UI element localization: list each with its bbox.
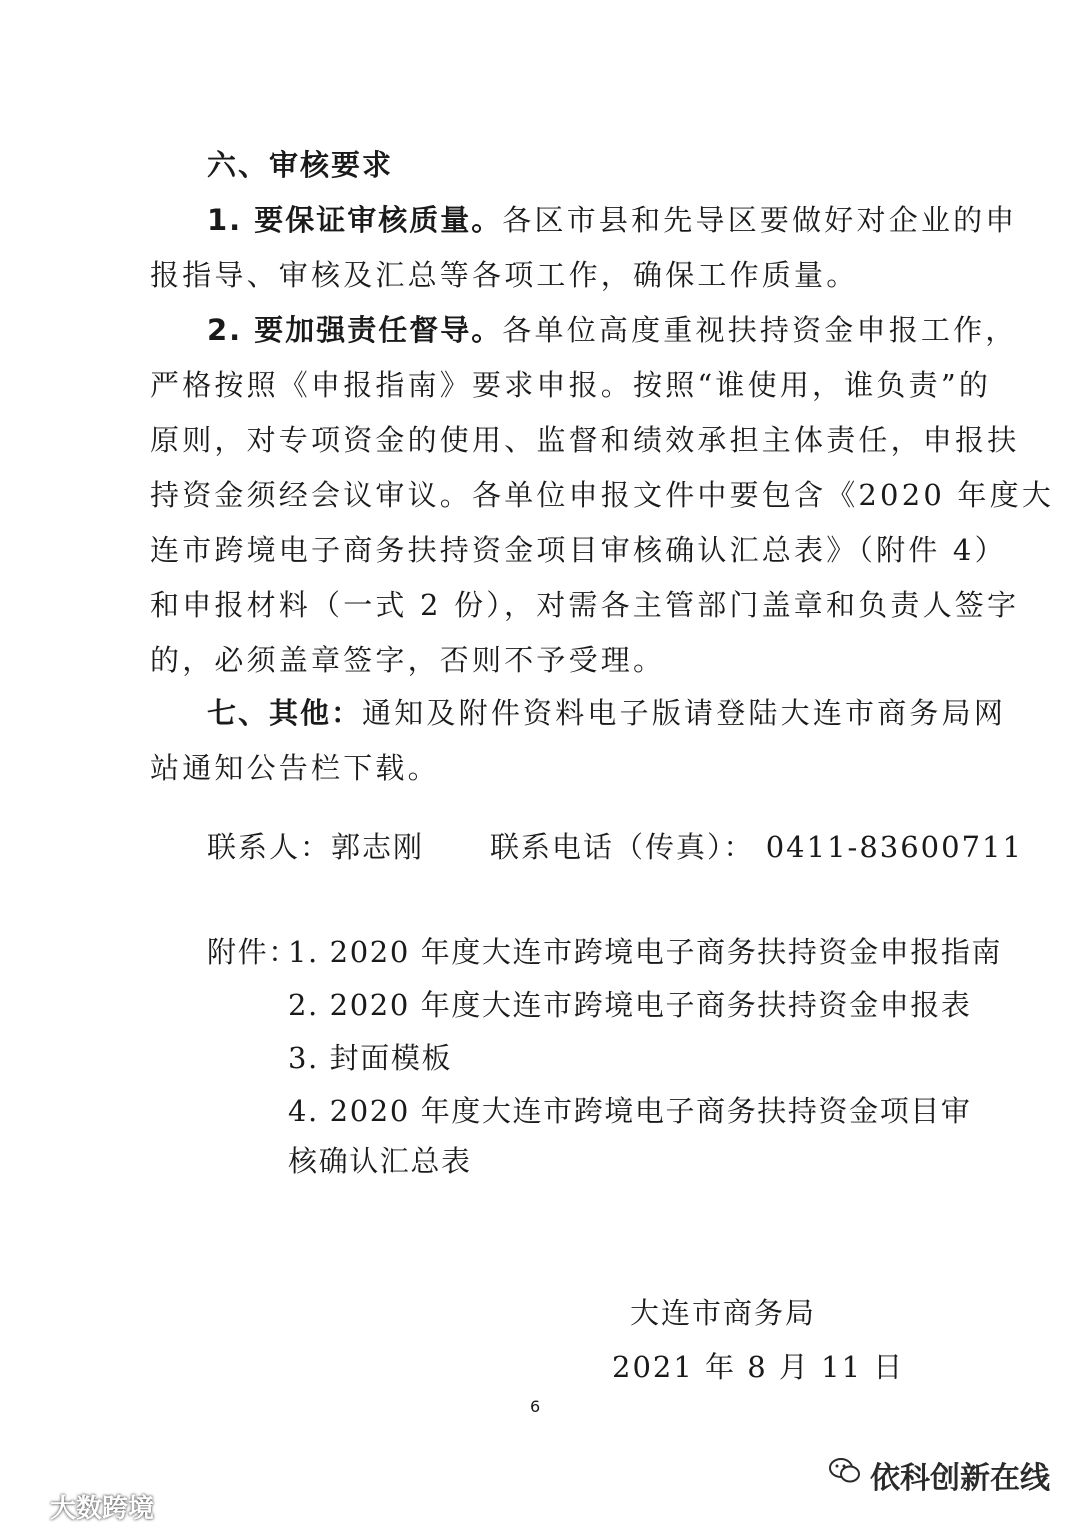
attachments-label: 附件： — [207, 935, 299, 969]
section6-item1-line2: 报指导、审核及汇总等各项工作，确保工作质量。 — [150, 258, 859, 292]
section6-item2-line: 持资金须经会议审议。各单位申报文件中要包含《2020 年度大 — [150, 478, 1055, 512]
section6-item2-line: 的，必须盖章签字，否则不予受理。 — [150, 643, 666, 677]
contact-person: 联系人：郭志刚 — [207, 830, 425, 864]
attachment-item: 4. 2020 年度大连市跨境电子商务扶持资金项目审 — [288, 1094, 972, 1128]
item1-text: 各区市县和先导区要做好对企业的申 — [502, 203, 1018, 237]
watermark-left-text: 大数跨境 — [50, 1494, 155, 1524]
section6-item2-line: 原则，对专项资金的使用、监督和绩效承担主体责任，申报扶 — [150, 423, 1020, 457]
signature-org: 大连市商务局 — [630, 1296, 817, 1330]
item2-title: 2. 要加强责任督导。 — [207, 313, 503, 347]
section6-heading: 六、审核要求 — [207, 148, 394, 182]
attachment-item: 3. 封面模板 — [288, 1041, 453, 1075]
attachment-item: 1. 2020 年度大连市跨境电子商务扶持资金申报指南 — [288, 935, 1003, 969]
item2-text: 各单位高度重视扶持资金申报工作， — [502, 313, 1018, 347]
section7-heading: 七、其他： — [207, 696, 363, 730]
watermark-left — [4, 1488, 154, 1525]
section7-line2: 站通知公告栏下载。 — [150, 751, 440, 785]
section7-text: 通知及附件资料电子版请登陆大连市商务局网 — [362, 696, 1007, 730]
section6-item2-line: 连市跨境电子商务扶持资金项目审核确认汇总表》（附件 4） — [150, 533, 1007, 567]
section6-item2-line: 和申报材料（一式 2 份），对需各主管部门盖章和负责人签字 — [150, 588, 1020, 622]
attachment-item-continued: 核确认汇总表 — [288, 1144, 472, 1178]
watermark-right — [828, 1453, 1050, 1497]
attachment-item: 2. 2020 年度大连市跨境电子商务扶持资金申报表 — [288, 988, 972, 1022]
wechat-icon — [828, 1456, 862, 1494]
contact-phone: 联系电话（传真）： 0411-83600711 — [490, 830, 1023, 864]
section6-item2-line: 严格按照《申报指南》要求申报。按照“谁使用，谁负责”的 — [150, 368, 992, 402]
section6-item1 — [207, 200, 1018, 240]
signature-date: 2021 年 8 月 11 日 — [612, 1350, 905, 1384]
page-number: 6 — [530, 1397, 541, 1416]
section7 — [207, 693, 1006, 733]
watermark-right-text: 依科创新在线 — [870, 1461, 1050, 1496]
weibo-icon — [4, 1489, 44, 1524]
item1-title: 1. 要保证审核质量。 — [207, 203, 503, 237]
section6-item2 — [207, 310, 1018, 350]
